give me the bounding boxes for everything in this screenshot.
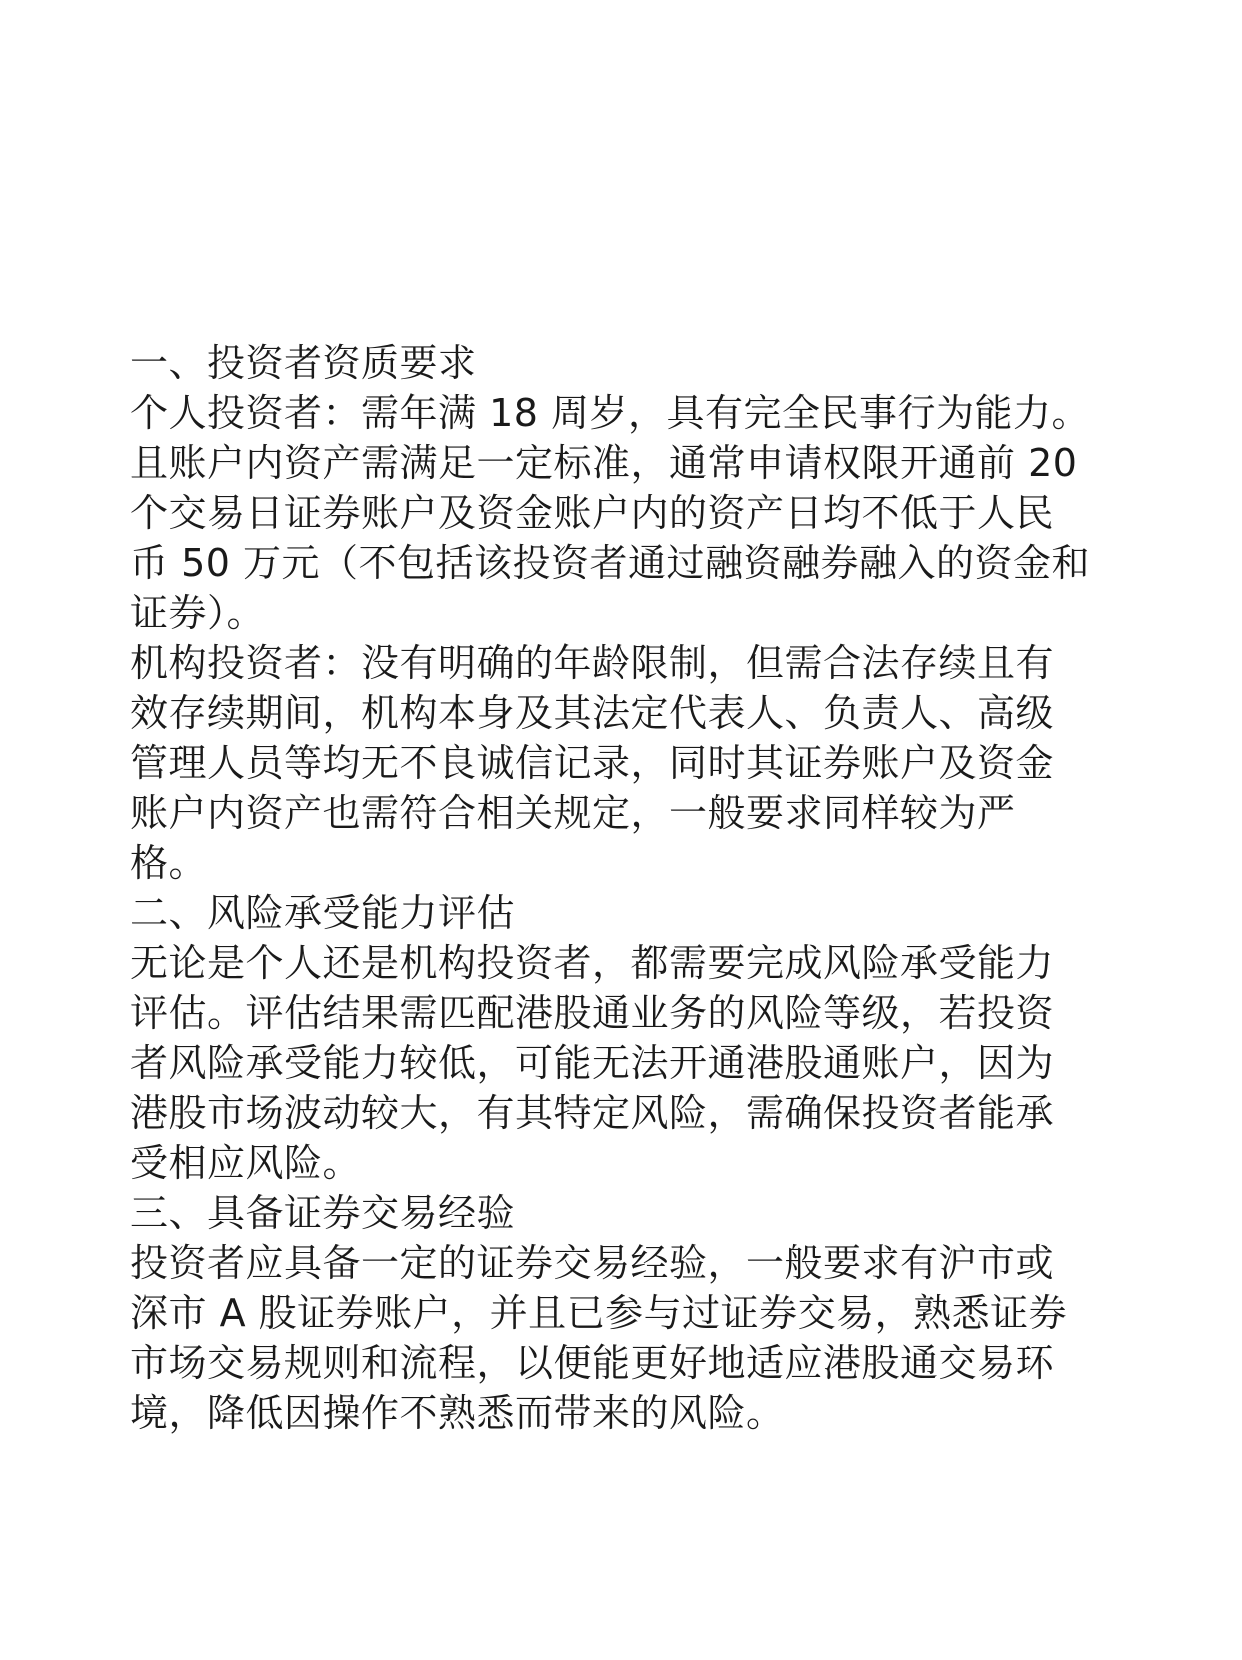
paragraph-line: 币 50 万元（不包括该投资者通过融资融券融入的资金和 xyxy=(130,541,1091,585)
paragraph-line: 港股市场波动较大，有其特定风险，需确保投资者能承 xyxy=(130,1091,1055,1135)
paragraph-line: 账户内资产也需符合相关规定，一般要求同样较为严 xyxy=(130,791,1016,835)
paragraph-line: 市场交易规则和流程，以便能更好地适应港股通交易环 xyxy=(130,1341,1055,1385)
paragraph-line: 评估。评估结果需匹配港股通业务的风险等级，若投资 xyxy=(130,991,1055,1035)
paragraph-line: 且账户内资产需满足一定标准，通常申请权限开通前 20 xyxy=(130,441,1078,485)
paragraph-line: 管理人员等均无不良诚信记录，同时其证券账户及资金 xyxy=(130,741,1055,785)
paragraph-line: 投资者应具备一定的证券交易经验，一般要求有沪市或 xyxy=(130,1241,1055,1285)
paragraph-line: 证券）。 xyxy=(130,591,266,635)
paragraph-line: 个人投资者：需年满 18 周岁，具有完全民事行为能力。 xyxy=(130,391,1091,435)
section-heading-trading-experience: 三、具备证券交易经验 xyxy=(130,1191,516,1235)
paragraph-line: 无论是个人还是机构投资者，都需要完成风险承受能力 xyxy=(130,941,1055,985)
paragraph-line: 境，降低因操作不熟悉而带来的风险。 xyxy=(130,1391,785,1435)
section-heading-qualification: 一、投资者资质要求 xyxy=(130,341,477,385)
document-body xyxy=(130,338,1115,1438)
paragraph-line: 格。 xyxy=(130,841,208,885)
paragraph-line: 者风险承受能力较低，可能无法开通港股通账户，因为 xyxy=(130,1041,1055,1085)
paragraph-line: 效存续期间，机构本身及其法定代表人、负责人、高级 xyxy=(130,691,1055,735)
section-heading-risk-assessment: 二、风险承受能力评估 xyxy=(130,891,516,935)
paragraph-line: 深市 A 股证券账户，并且已参与过证券交易，熟悉证券 xyxy=(130,1291,1068,1335)
paragraph-line: 受相应风险。 xyxy=(130,1141,362,1185)
paragraph-line: 个交易日证券账户及资金账户内的资产日均不低于人民 xyxy=(130,491,1055,535)
paragraph-line: 机构投资者：没有明确的年龄限制，但需合法存续且有 xyxy=(130,641,1055,685)
